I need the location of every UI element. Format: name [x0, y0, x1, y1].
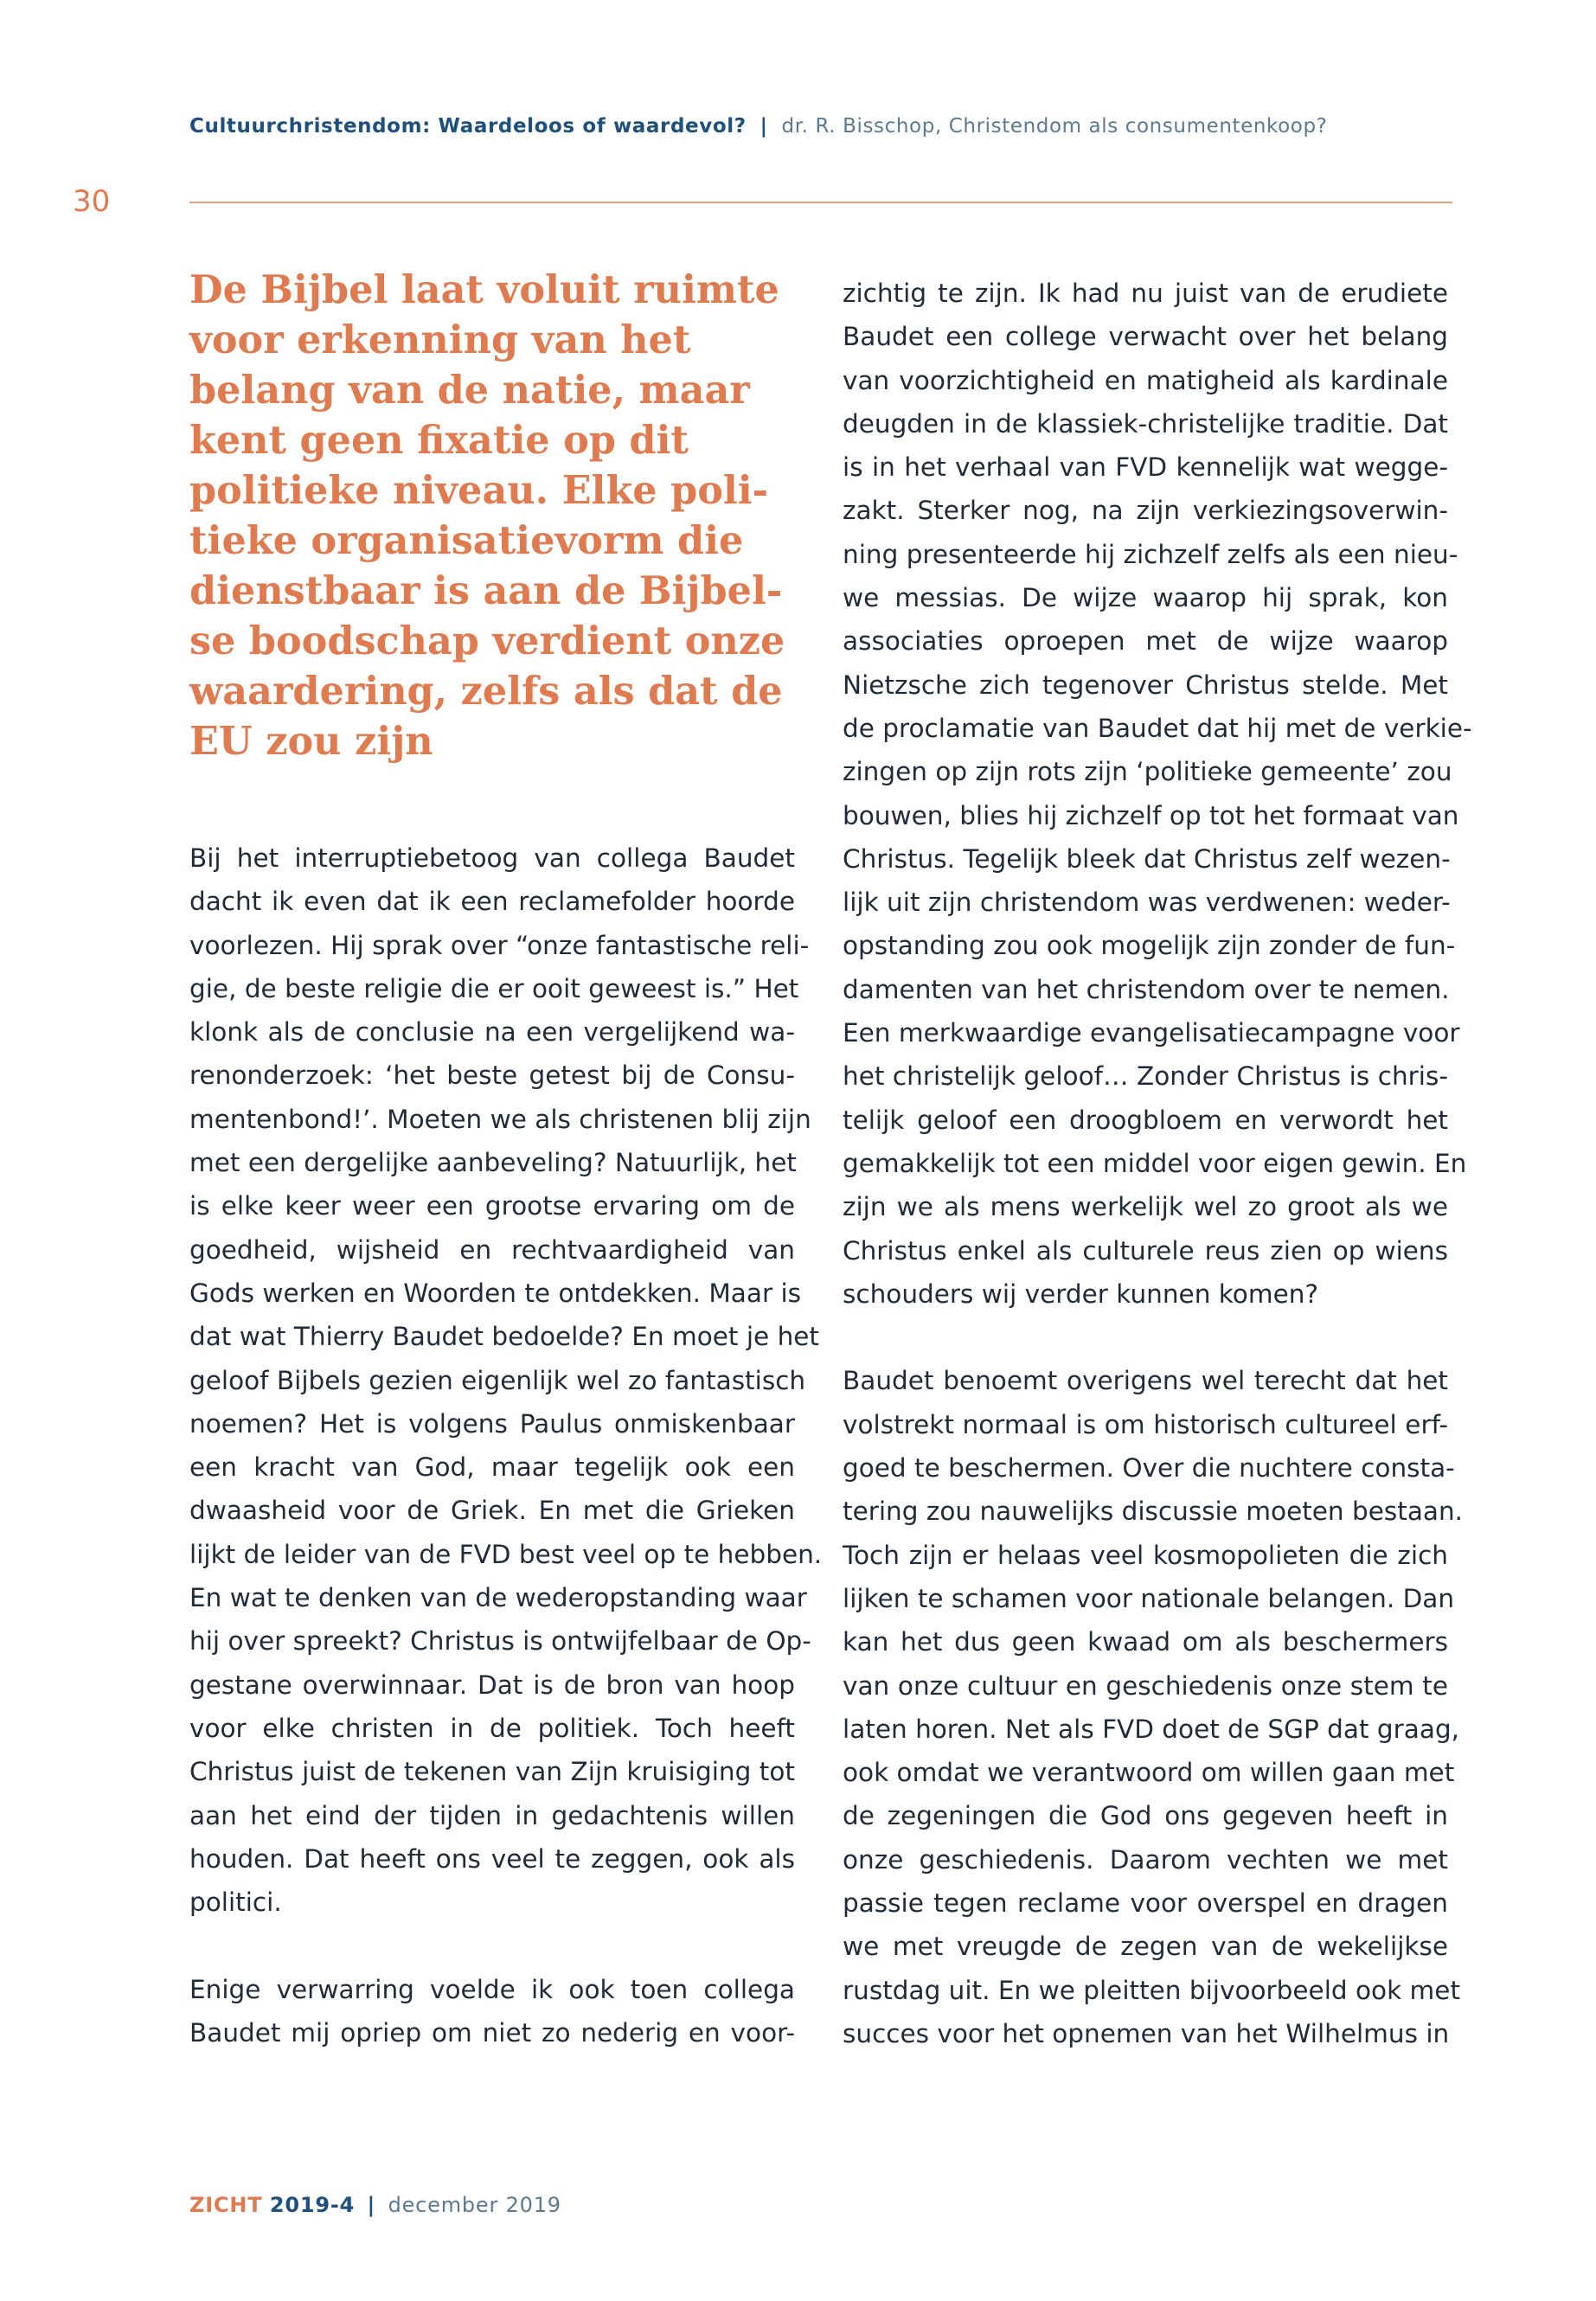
text-line: geloof Bijbels gezien eigenlijk wel zo fantastisch: [189, 1365, 806, 1395]
right-column: [843, 272, 1472, 2055]
text-line: zakt. Sterker nog, na zijn verkiezingsoverwin-: [843, 496, 1448, 526]
text-line: kan het dus geen kwaad om als beschermers: [843, 1627, 1448, 1657]
paragraph-gap: [189, 1924, 795, 1967]
text-line: hij over spreekt? Christus is ontwijfelbaar de Op-: [189, 1626, 811, 1657]
text-line: klonk als de conclusie na een vergelijkend wa-: [189, 1017, 795, 1048]
text-line: we met vreugde de zegen van de wekelijkse: [843, 1932, 1448, 1962]
text-line: lijk uit zijn christendom was verdwenen: weder-: [843, 888, 1451, 918]
pull-quote-line: politieke niveau. Elke poli-: [189, 468, 769, 513]
text-line: met een dergelijke aanbeveling? Natuurlijk, het: [189, 1148, 797, 1178]
text-line: een kracht van God, maar tegelijk ook een: [189, 1452, 795, 1483]
text-line: Christus enkel als culturele reus zien op wiens: [843, 1235, 1448, 1266]
text-line: we messias. De wijze waarop hij sprak, kon: [843, 583, 1448, 613]
text-line: het christelijk geloof… Zonder Christus is chris-: [843, 1061, 1448, 1092]
text-line: Baudet benoemt overigens wel terecht dat het: [843, 1366, 1448, 1396]
text-line: dwaasheid voor de Griek. En met die Grieken: [189, 1496, 795, 1526]
text-line: zingen op zijn rots zijn ‘politieke gemeente’ zou: [843, 757, 1452, 787]
pull-quote-line: belang van de natie, maar: [189, 368, 750, 413]
page-footer: [189, 2192, 561, 2218]
text-line: aan het eind der tijden in gedachtenis willen: [189, 1800, 795, 1830]
text-line: dacht ik even dat ik een reclamefolder hoorde: [189, 887, 795, 917]
text-line: Toch zijn er helaas veel kosmopolieten die zich: [843, 1540, 1448, 1570]
pull-quote-line: waardering, zelfs als dat de: [189, 669, 783, 714]
text-line: goed te beschermen. Over die nuchtere consta-: [843, 1453, 1455, 1484]
text-line: Gods werken en Woorden te ontdekken. Maar is: [189, 1278, 802, 1308]
pull-quote-line: se boodschap verdient onze: [189, 619, 785, 663]
text-line: de zegeningen die God ons gegeven heeft in: [843, 1801, 1448, 1831]
text-line: volstrekt normaal is om historisch cultureel erf-: [843, 1409, 1448, 1439]
text-line: Baudet een college verwacht over het belang: [843, 322, 1448, 352]
header-separator: |: [760, 115, 768, 138]
pull-quote: [189, 265, 795, 766]
text-line: houden. Dat heeft ons veel te zeggen, ook als: [189, 1843, 795, 1874]
footer-issue: 2019-4: [269, 2193, 356, 2217]
pull-quote-line: voor erkenning van het: [189, 317, 691, 362]
text-line: schouders wij verder kunnen komen?: [843, 1279, 1319, 1309]
text-line: van onze cultuur en geschiedenis onze stem te: [843, 1670, 1448, 1701]
text-line: voor elke christen in de politiek. Toch heeft: [189, 1713, 795, 1743]
header-subtitle: dr. R. Bisschop, Christendom als consumentenkoop?: [781, 115, 1328, 138]
left-paragraph-2: [189, 1968, 795, 2055]
text-line: gie, de beste religie die er ooit geweest is.” Het: [189, 973, 799, 1003]
text-line: telijk geloof een droogbloem en verwordt het: [843, 1105, 1448, 1135]
text-line: deugden in de klassiek-christelijke traditie. Dat: [843, 408, 1448, 439]
text-line: Een merkwaardige evangelisatiecampagne voor: [843, 1018, 1460, 1048]
text-line: politici.: [189, 1888, 282, 1918]
footer-separator: |: [367, 2193, 376, 2217]
text-line: van voorzichtigheid en matigheid als kardinale: [843, 365, 1448, 395]
running-header: [189, 113, 1452, 139]
text-line: Nietzsche zich tegenover Christus stelde. Met: [843, 670, 1448, 700]
text-line: Enige verwarring voelde ik ook toen collega: [189, 1974, 795, 2004]
text-line: is elke keer weer een grootse ervaring om de: [189, 1191, 795, 1221]
pull-quote-line: dienstbaar is aan de Bijbel-: [189, 568, 783, 613]
text-line: de proclamatie van Baudet dat hij met de verkie-: [843, 713, 1472, 743]
left-column: [189, 836, 823, 2054]
text-line: mentenbond!’. Moeten we als christenen blij zijn: [189, 1104, 811, 1134]
text-line: lijkt de leider van de FVD best veel op te hebben.: [189, 1539, 823, 1569]
text-line: Baudet mij opriep om niet zo nederig en voor-: [189, 2018, 795, 2048]
text-line: damenten van het christendom over te nemen.: [843, 974, 1450, 1004]
footer-date: december 2019: [388, 2193, 561, 2217]
text-line: laten horen. Net als FVD doet de SGP dat graag,: [843, 1714, 1460, 1744]
text-line: ook omdat we verantwoord om willen gaan met: [843, 1758, 1455, 1788]
text-line: gestane overwinnaar. Dat is de bron van hoop: [189, 1670, 795, 1700]
paragraph-gap: [843, 1316, 1448, 1359]
pull-quote-line: kent geen fixatie op dit: [189, 418, 689, 463]
text-line: Christus juist de tekenen van Zijn kruisiging tot: [189, 1757, 795, 1787]
right-paragraph-2: [843, 1359, 1464, 2055]
pull-quote-line: tieke organisatievorm die: [189, 518, 744, 563]
footer-brand: ZICHT: [189, 2193, 263, 2217]
text-line: renonderzoek: ‘het beste getest bij de Consu-: [189, 1061, 795, 1091]
text-line: is in het verhaal van FVD kennelijk wat wegge-: [843, 452, 1448, 483]
text-line: Christus. Tegelijk bleek dat Christus zelf wezen-: [843, 843, 1451, 874]
text-line: onze geschiedenis. Daarom vechten we met: [843, 1844, 1448, 1875]
pull-quote-line: EU zou zijn: [189, 719, 433, 764]
text-line: gemakkelijk tot een middel voor eigen gewin. En: [843, 1148, 1467, 1178]
left-paragraph-1: [189, 836, 823, 1924]
text-line: ning presenteerde hij zichzelf zelfs als een nieu-: [843, 539, 1458, 569]
page-number: 30: [73, 184, 111, 219]
text-line: lijken te schamen voor nationale belangen. Dan: [843, 1583, 1455, 1613]
right-paragraph-1: [843, 272, 1472, 1316]
text-line: zijn we als mens werkelijk wel zo groot als we: [843, 1192, 1448, 1222]
text-line: tering zou nauwelijks discussie moeten bestaan.: [843, 1497, 1464, 1527]
pull-quote-line: De Bijbel laat voluit ruimte: [189, 267, 779, 312]
text-line: En wat te denken van de wederopstanding waar: [189, 1583, 807, 1613]
text-line: dat wat Thierry Baudet bedoelde? En moet je het: [189, 1322, 819, 1352]
text-line: bouwen, blies hij zichzelf op tot het formaat van: [843, 800, 1459, 830]
text-line: Bij het interruptiebetoog van collega Baudet: [189, 843, 795, 873]
text-line: rustdag uit. En we pleitten bijvoorbeeld ook met: [843, 1975, 1461, 2005]
header-title: Cultuurchristendom: Waardeloos of waardevol?: [189, 115, 747, 138]
text-line: succes voor het opnemen van het Wilhelmus in: [843, 2018, 1450, 2048]
text-line: associaties oproepen met de wijze waarop: [843, 626, 1448, 657]
text-line: opstanding zou ook mogelijk zijn zonder de fun-: [843, 931, 1456, 961]
header-divider: [189, 202, 1452, 203]
text-line: noemen? Het is volgens Paulus onmiskenbaar: [189, 1408, 795, 1439]
text-line: goedheid, wijsheid en rechtvaardigheid van: [189, 1234, 795, 1265]
text-line: voorlezen. Hij sprak over “onze fantastische reli-: [189, 930, 810, 960]
text-line: zichtig te zijn. Ik had nu juist van de erudiete: [843, 279, 1448, 308]
text-line: passie tegen reclame voor overspel en dragen: [843, 1888, 1448, 1918]
